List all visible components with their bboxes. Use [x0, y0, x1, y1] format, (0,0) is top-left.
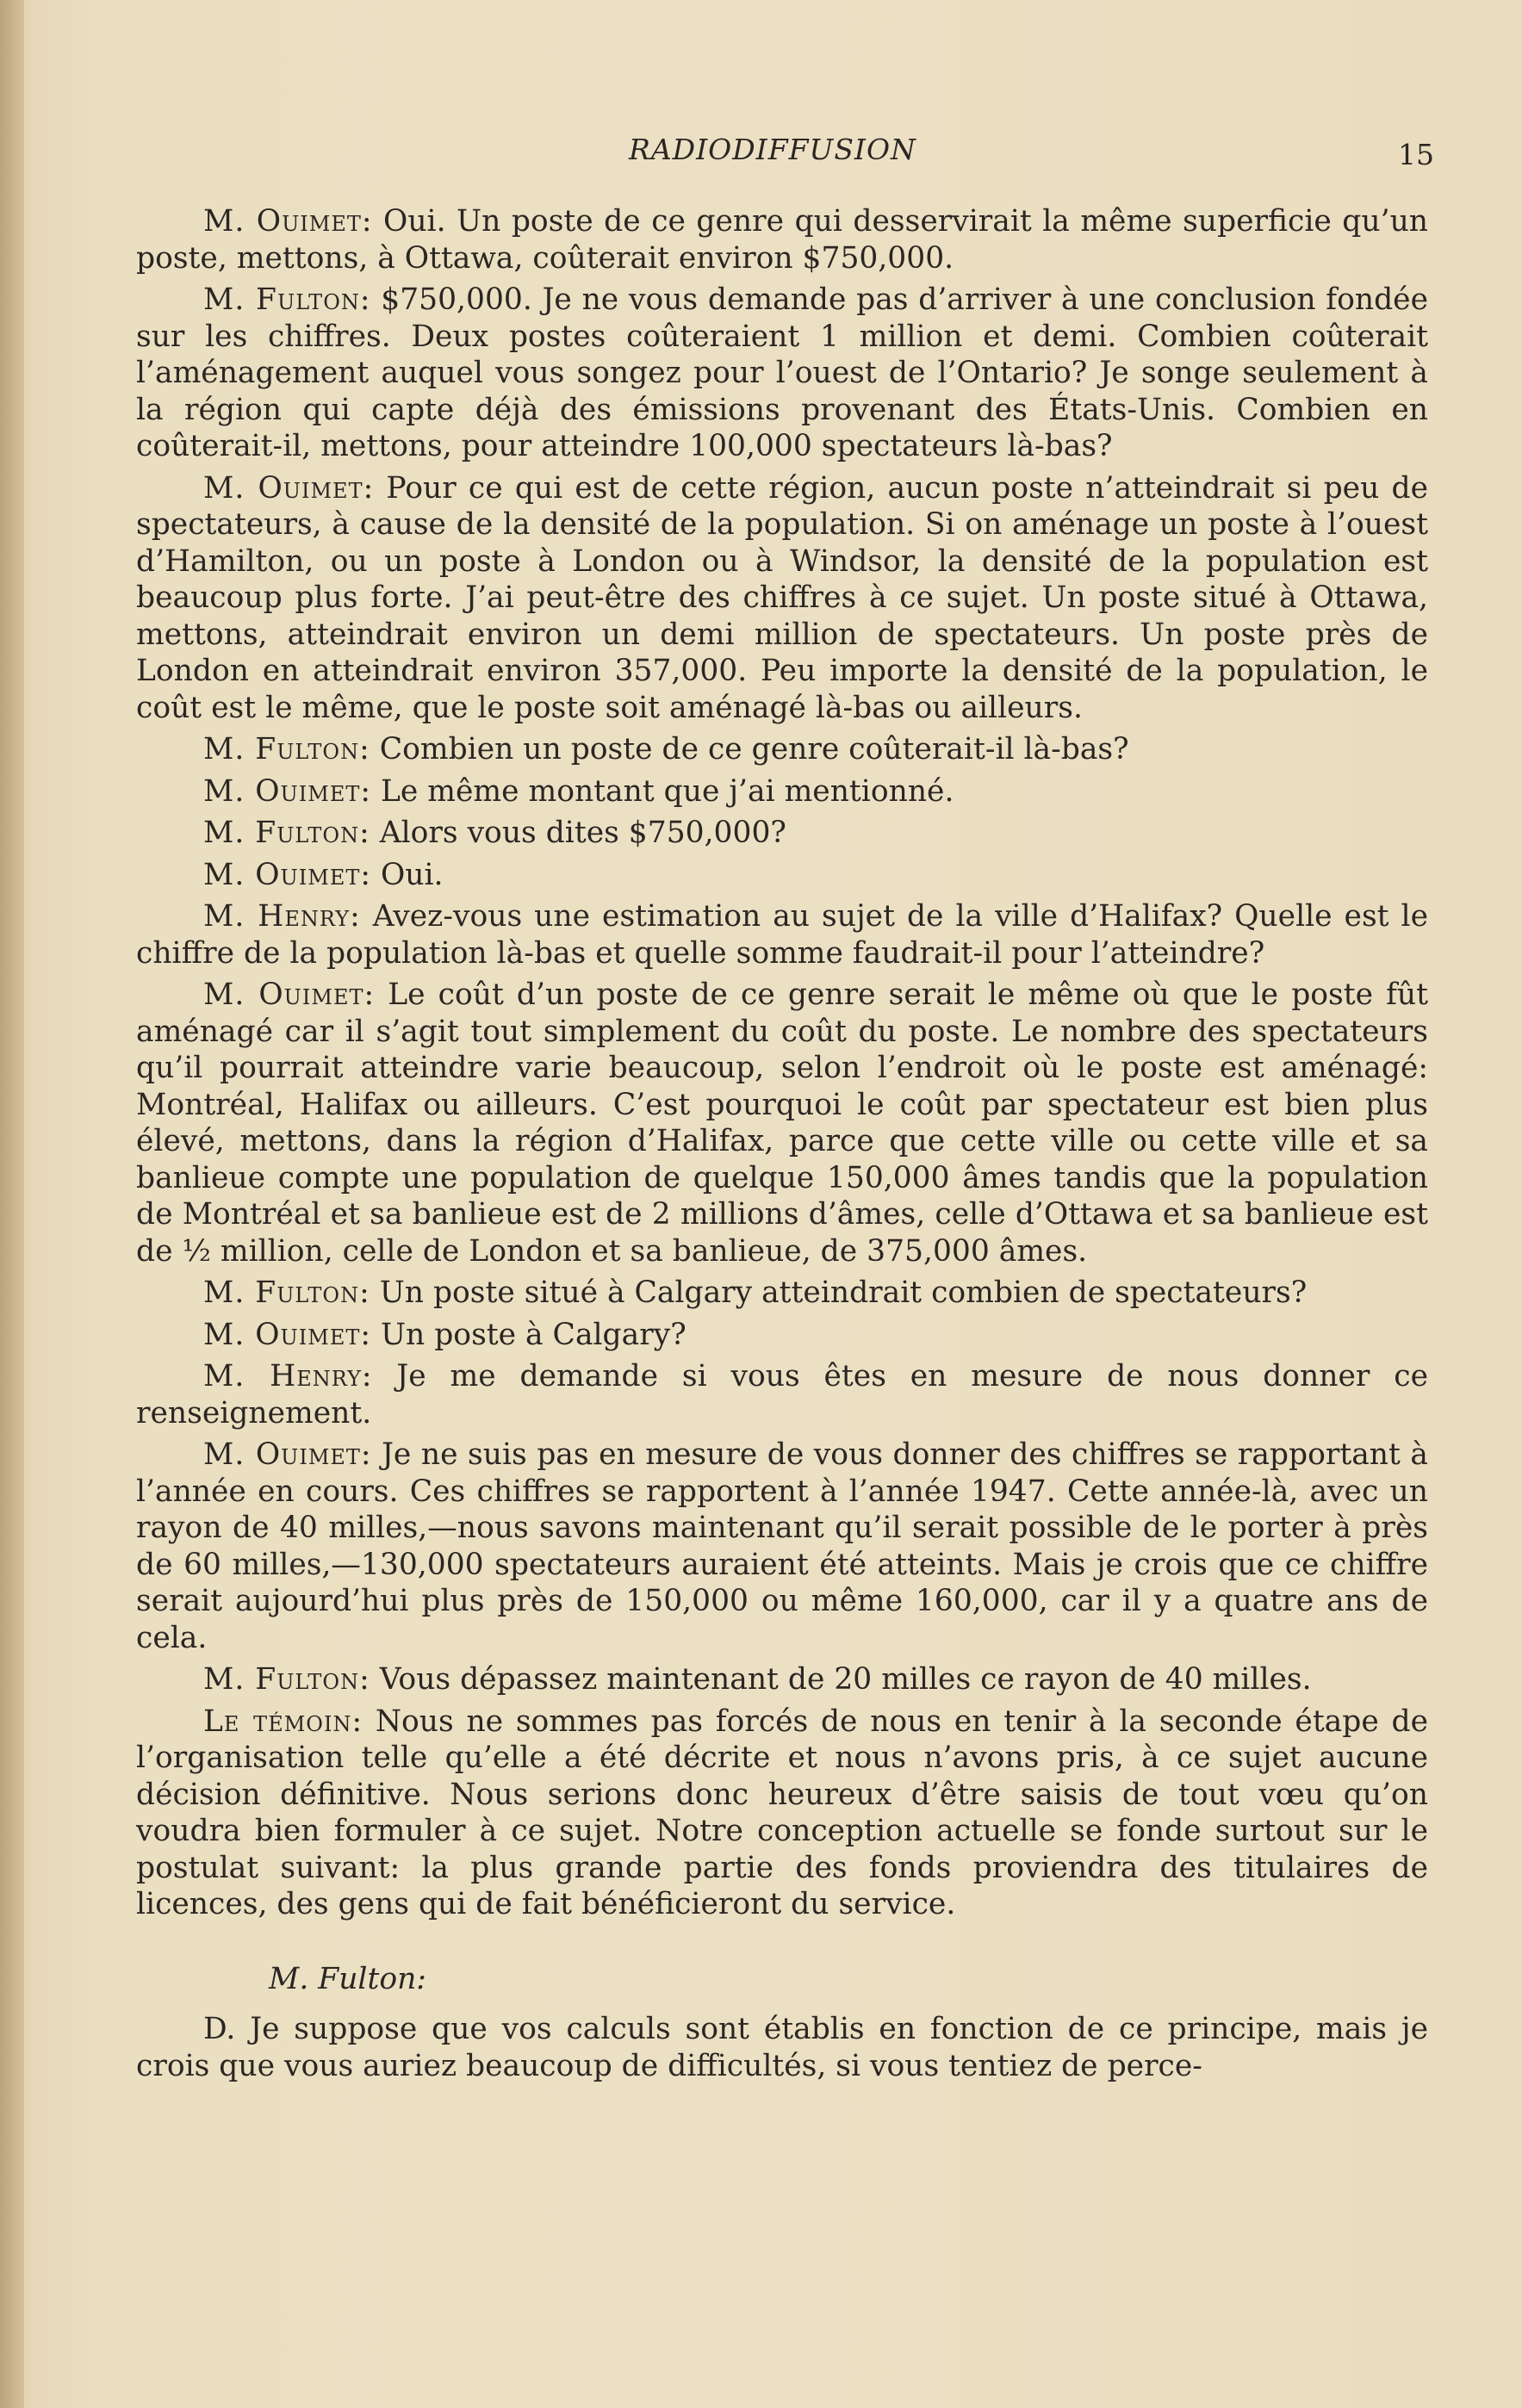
running-title: RADIODIFFUSION: [629, 133, 916, 166]
speaker-label: M. Ouimet:: [203, 1317, 371, 1352]
paragraph-text: Vous dépassez maintenant de 20 milles ce rayon de 40 milles.: [379, 1662, 1312, 1697]
page-header: [0, 129, 1522, 181]
paragraph-text: Pour ce qui est de cette région, aucun poste n’atteindrait si peu de spectateurs, à cause de la densité de la population. Si on aménage un poste à l’ouest d’Hamilton, ou un poste à London ou à Windsor, la densité de la population est beaucoup plus forte. J’ai peut-être des chiffres à ce sujet. Un poste situé à Ottawa, mettons, atteindrait environ un demi million de spectateurs. Un poste près de London en atteindrait environ 357,000. Peu importe la densité de la population, le coût est le même, que le poste soit aménagé là-bas ou ailleurs.: [136, 470, 1428, 725]
section-heading: M. Fulton:: [269, 1961, 426, 1996]
paragraph-text: Avez-vous une estimation au sujet de la ville d’Halifax? Quelle est le chiffre de la population là-bas et quelle somme faudrait-il pour l’atteindre?: [136, 899, 1429, 971]
speaker-label: M. Fulton:: [203, 816, 370, 850]
question-label: D.: [203, 2012, 236, 2046]
paragraph: [136, 977, 1428, 1269]
paragraph: [136, 470, 1428, 727]
paragraph: [136, 857, 1428, 894]
paragraph-text: $750,000. Je ne vous demande pas d’arriver à une conclusion fondée sur les chiffres. Deux postes coûteraient 1 million et demi. Combien coûterait l’aménagement auquel vous songez pour l’ouest de l’Ontario? Je songe seulement à la région qui capte déjà des émissions provenant des États-Unis. Combien en coûterait-il, mettons, pour atteindre 100,000 spectateurs là-bas?: [136, 282, 1428, 463]
paragraph: [136, 1661, 1428, 1698]
speaker-label: M. Henry:: [203, 899, 361, 934]
paragraph: [136, 282, 1428, 465]
paragraph: [136, 1704, 1428, 1923]
paragraph-text: Le coût d’un poste de ce genre serait le même où que le poste fût aménagé car il s’agit tout simplement du coût du poste. Le nombre des spectateurs qu’il pourrait atteindre varie beaucoup, selon l’endroit où le poste est aménagé: Montréal, Halifax ou ailleurs. C’est pourquoi le coût par spectateur est bien plus élevé, mettons, dans la région d’Halifax, parce que cette ville ou cette ville et sa banlieue compte une population de quelque 150,000 âmes tandis que la population de Montréal et sa banlieue est de 2 millions d’âmes, celle d’Ottawa et sa banlieue est de ½ million, celle de London et sa banlieue, de 375,000 âmes.: [136, 977, 1428, 1269]
speaker-label: Le témoin:: [203, 1704, 363, 1739]
speaker-label: M. Fulton:: [203, 732, 370, 766]
speaker-label: M. Fulton:: [203, 282, 371, 317]
paragraph-text: Le même montant que j’ai mentionné.: [380, 773, 954, 809]
paragraph: [136, 1437, 1428, 1656]
paragraph: [136, 773, 1428, 810]
paragraph-text: Je me demande si vous êtes en mesure de nous donner ce renseignement.: [136, 1359, 1428, 1431]
speaker-label: M. Fulton:: [203, 1275, 370, 1310]
question-paragraph: [136, 2011, 1428, 2084]
page-number: 15: [1398, 138, 1434, 171]
paragraph-text: Je ne suis pas en mesure de vous donner des chiffres se rapportant à l’année en cours. Ces chiffres se rapportent à l’année 1947. Cette année-là, avec un rayon de 40 milles,—nous savons maintenant qu’il serait possible de le porter à près de 60 milles,—130,000 spectateurs auraient été atteints. Mais je crois que ce chiffre serait aujourd’hui plus près de 150,000 ou même 160,000, car il y a quatre ans de cela.: [136, 1437, 1428, 1655]
paragraph-text: Un poste situé à Calgary atteindrait combien de spectateurs?: [379, 1275, 1308, 1310]
paragraph: [136, 815, 1428, 852]
speaker-label: M. Ouimet:: [203, 1437, 372, 1472]
body-text: [136, 203, 1428, 2089]
speaker-label: M. Ouimet:: [203, 977, 376, 1012]
book-spine-edge: [0, 0, 24, 2408]
paragraph: [136, 203, 1428, 276]
paragraph-text: Alors vous dites $750,000?: [379, 816, 786, 850]
paragraph-text: Oui.: [380, 857, 444, 892]
paragraph: [136, 731, 1428, 768]
speaker-label: M. Ouimet:: [203, 773, 371, 809]
paragraph: [136, 1358, 1428, 1431]
paragraph-text: Nous ne sommes pas forcés de nous en tenir à la seconde étape de l’organisation telle qu’elle a été décrite et nous n’avons pris, à ce sujet aucune décision définitive. Nous serions donc heureux d’être saisis de tout vœu qu’on voudra bien formuler à ce sujet. Notre conception actuelle se fonde surtout sur le postulat suivant: la plus grande partie des fonds proviendra des titulaires de licences, des gens qui de fait bénéficieront du service.: [136, 1704, 1429, 1921]
speaker-label: M. Ouimet:: [203, 470, 375, 506]
speaker-label: M. Henry:: [203, 1359, 373, 1393]
paragraph: [136, 1275, 1428, 1312]
speaker-label: M. Ouimet:: [203, 204, 373, 239]
paragraph: [136, 898, 1428, 971]
paragraph-text: Oui. Un poste de ce genre qui desservirait la même superficie qu’un poste, mettons, à Ottawa, coûterait environ $750,000.: [136, 204, 1429, 276]
paragraph: [136, 1317, 1428, 1354]
paragraph-text: Un poste à Calgary?: [380, 1317, 686, 1352]
paragraph-text: Combien un poste de ce genre coûterait-il là-bas?: [379, 732, 1129, 766]
speaker-label: M. Ouimet:: [203, 857, 371, 892]
speaker-label: M. Fulton:: [203, 1662, 370, 1697]
paragraph-text: Je suppose que vos calculs sont établis en fonction de ce principe, mais je crois que vous auriez beaucoup de difficultés, si vous tentiez de perce-: [136, 2012, 1428, 2083]
